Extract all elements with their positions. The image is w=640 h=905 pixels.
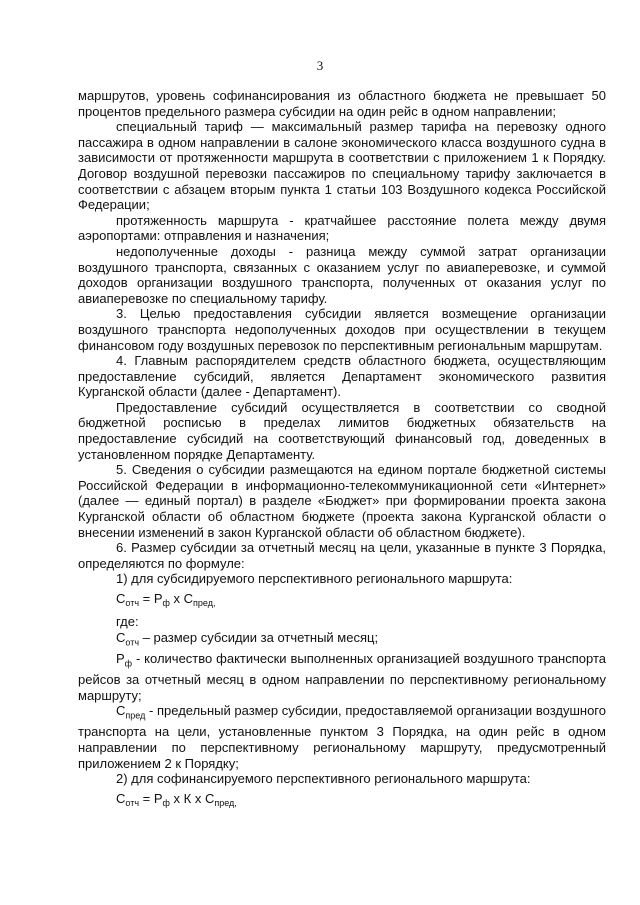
paragraph: маршрутов, уровень софинансирования из областного бюджета не превышает 50 процентов предельного размера субсидии на один рейс в одном направлении;: [78, 88, 606, 119]
formula-symbol: х С: [169, 591, 194, 606]
formula-subsidized: [78, 589, 606, 613]
paragraph: 1) для субсидируемого перспективного регионального маршрута:: [116, 571, 513, 587]
formula-symbol: Р: [116, 650, 125, 666]
formula-symbol: С: [116, 703, 126, 719]
paragraph: протяженность маршрута - кратчайшее расстояние полета между двумя аэропортами: отправления и назначения;: [78, 212, 606, 244]
formula-subscript: пред: [125, 710, 146, 721]
paragraph: 4. Главным распорядителем средств областного бюджета, осуществляющим предоставление субсидий, является Департамент экономического развития Курганской области (далее - Департамент).: [78, 353, 606, 400]
formula-symbol: х К х С: [169, 790, 215, 806]
definition-text: – размер субсидии за отчетный месяц;: [139, 629, 379, 645]
formula-symbol: = Р: [139, 790, 163, 806]
definition-c-pred: [78, 703, 606, 771]
definition-text: - предельный размер субсидии, предоставляемой организации воздушного транспорта на цели, установленные пунктом 3 Порядка, на один рейс в одном направлении по перспективному региональному маршруту, предусмотренный приложением 2 к Порядку;: [78, 703, 606, 771]
definition-c-otch: [78, 630, 606, 651]
where-label: где:: [116, 614, 139, 629]
formula-subscript: пред,: [193, 598, 216, 608]
formula-subscript: ф: [162, 797, 170, 808]
formula-symbol: С: [116, 790, 126, 806]
formula-subscript: ф: [124, 658, 133, 669]
paragraph: 2) для софинансируемого перспективного регионального маршрута:: [116, 771, 531, 787]
formula-symbol: С: [116, 629, 126, 645]
formula-subscript: пред,: [214, 797, 237, 808]
formula-symbol: С: [116, 591, 126, 606]
formula-subscript: отч: [125, 598, 140, 608]
paragraph: 3. Целью предоставления субсидии является возмещение организации воздушного транспорта недополученных доходов при осуществлении в текущем финансовом году воздушных перевозок по перспективным региональным маршрутам.: [78, 306, 606, 353]
paragraph: 5. Сведения о субсидии размещаются на едином портале бюджетной системы Российской Федерации в информационно-телекоммуникационной сети «Интернет» (далее — единый портал) в разделе «Бюджет» при формировании проекта закона Курганской области об областном бюджете (проекта закона Курганской области о внесении изменений в закон Курганской области об областном бюджете).: [78, 462, 606, 540]
page-number: 3: [316, 58, 324, 73]
document-body: [78, 88, 606, 814]
formula-subscript: ф: [162, 598, 170, 608]
formula-subscript: отч: [125, 637, 140, 648]
definition-text: - количество фактически выполненных организацией воздушного транспорта рейсов за отчетный месяц в одном направлении по перспективному региональному маршруту;: [78, 650, 606, 703]
paragraph: недополученные доходы - разница между суммой затрат организации воздушного транспорта, связанных с оказанием услуг по авиаперевозке, и суммой доходов организации воздушного транспорта, полученных от оказания услуг по авиаперевозке по специальному тарифу.: [78, 243, 606, 306]
formula-subscript: отч: [125, 797, 140, 808]
formula-cofinanced: [78, 789, 606, 813]
paragraph: Предоставление субсидий осуществляется в соответствии со сводной бюджетной росписью в пределах лимитов бюджетных обязательств на предоставление субсидий на соответствующий финансовый год, доведенных в установленном порядке Департаменту.: [78, 399, 606, 462]
formula-symbol: = Р: [139, 591, 163, 606]
paragraph: 6. Размер субсидии за отчетный месяц на цели, указанные в пункте 3 Порядка, определяются по формуле:: [78, 540, 606, 571]
definition-p-f: [78, 651, 606, 703]
paragraph: специальный тариф — максимальный размер тарифа на перевозку одного пассажира в одном направлении в салоне экономического класса воздушного судна в зависимости от протяженности маршрута в соответствии с приложением 1 к Порядку. Договор воздушной перевозки пассажиров по специальному тарифу заключается в соответствии с абзацем вторым пункта 1 статьи 103 Воздушного кодекса Российской Федерации;: [78, 119, 606, 213]
